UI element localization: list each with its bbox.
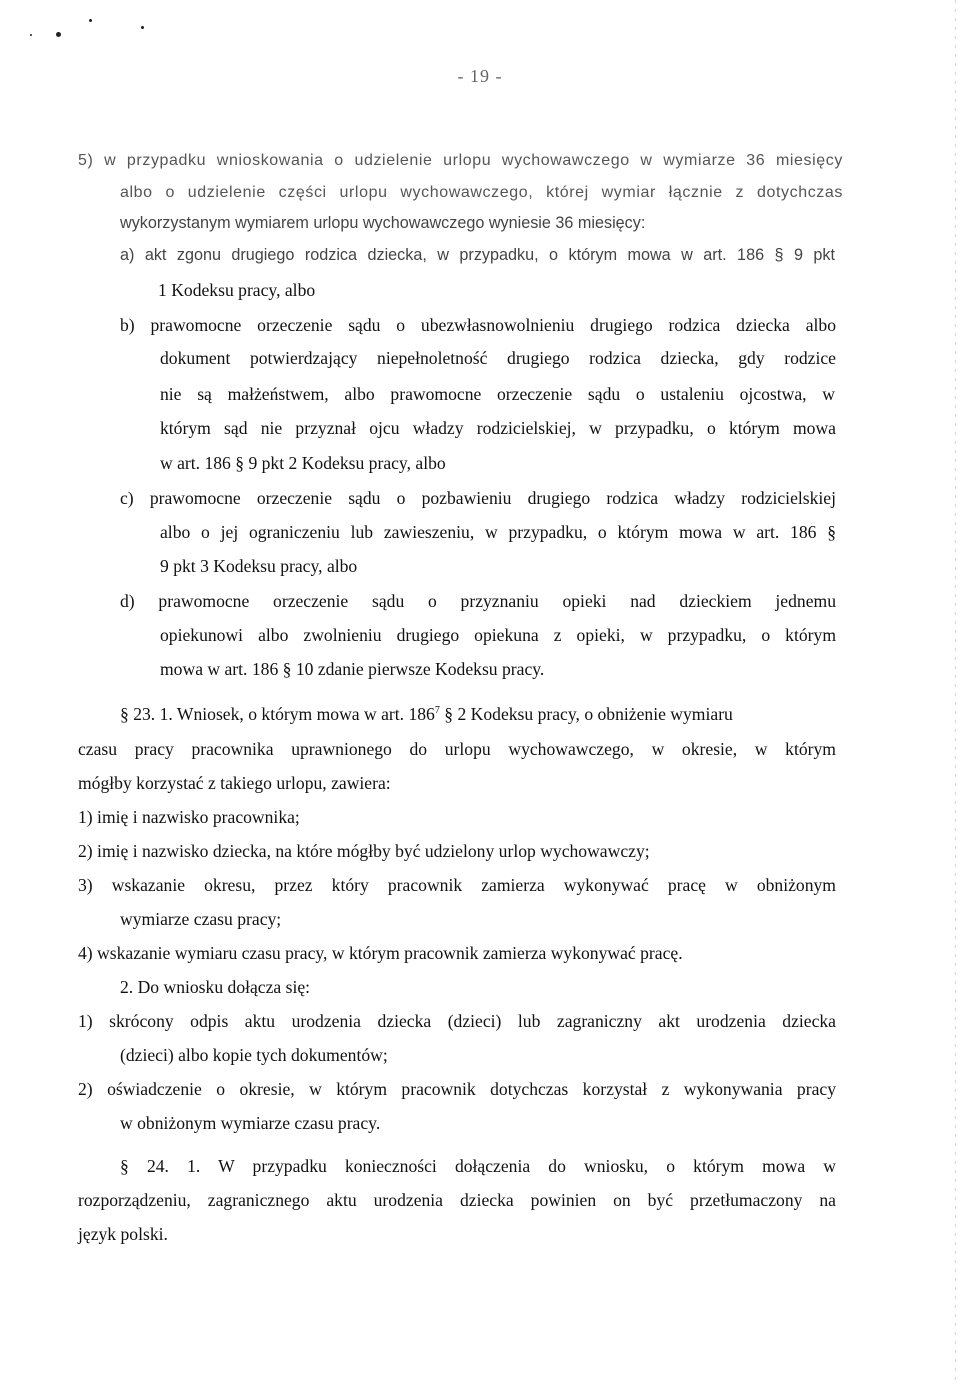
par23-line1-post: § 2 Kodeksu pracy, o obniżenie wymiaru <box>439 704 733 724</box>
par23-line3: mógłby korzystać z takiego urlopu, zawiera: <box>78 773 391 793</box>
par23-line1 <box>120 703 836 725</box>
scan-speck <box>56 32 61 37</box>
item5-c-line3: 9 pkt 3 Kodeksu pracy, albo <box>160 556 358 576</box>
item5-line2: albo o udzielenie części urlopu wychowawczego, której wymiar łącznie z dotychczas <box>120 184 843 201</box>
par24-line3: język polski. <box>78 1224 168 1244</box>
par24-line2: rozporządzeniu, zagranicznego aktu urodzenia dziecka powinien on być przetłumaczony na <box>78 1190 836 1210</box>
par23-attach1-line1: 1) skrócony odpis aktu urodzenia dziecka (dzieci) lub zagraniczny akt urodzenia dziecka <box>78 1011 836 1031</box>
item5-d-line2: opiekunowi albo zwolnieniu drugiego opiekuna z opieki, w przypadku, o którym <box>160 625 836 645</box>
item5-b-line4: którym sąd nie przyznał ojcu władzy rodzicielskiej, w przypadku, o którym mowa <box>160 418 836 438</box>
scan-speck <box>89 19 92 22</box>
par23-item3-line1: 3) wskazanie okresu, przez który pracownik zamierza wykonywać pracę w obniżonym <box>78 875 836 895</box>
article-superscript: 7 <box>434 705 440 717</box>
par23-attach2-line1: 2) oświadczenie o okresie, w którym pracownik dotychczas korzystał z wykonywania pracy <box>78 1079 836 1099</box>
par23-attach1-line2: (dzieci) albo kopie tych dokumentów; <box>120 1045 388 1065</box>
item5-b-line5: w art. 186 § 9 pkt 2 Kodeksu pracy, albo <box>160 453 446 473</box>
item5-d-line3: mowa w art. 186 § 10 zdanie pierwsze Kodeksu pracy. <box>160 659 545 679</box>
page-number: - 19 - <box>457 66 503 86</box>
par24-line1: § 24. 1. W przypadku konieczności dołączenia do wniosku, o którym mowa w <box>120 1156 836 1176</box>
par23-item2: 2) imię i nazwisko dziecka, na które mógłby być udzielony urlop wychowawczy; <box>78 841 650 861</box>
par23-item4: 4) wskazanie wymiaru czasu pracy, w którym pracownik zamierza wykonywać pracę. <box>78 943 683 963</box>
item5-d-line1: d) prawomocne orzeczenie sądu o przyznaniu opieki nad dzieckiem jednemu <box>120 591 836 611</box>
par23-line1-pre: § 23. 1. Wniosek, o którym mowa w art. 186 <box>120 704 435 724</box>
item5-c-line1: c) prawomocne orzeczenie sądu o pozbawieniu drugiego rodzica władzy rodzicielskiej <box>120 488 836 508</box>
item5-line1: 5) w przypadku wnioskowania o udzielenie urlopu wychowawczego w wymiarze 36 miesięcy <box>78 152 843 169</box>
item5-line3: wykorzystanym wymiarem urlopu wychowawczego wyniesie 36 miesięcy: <box>120 214 646 232</box>
par23-line2: czasu pracy pracownika uprawnionego do urlopu wychowawczego, w okresie, w którym <box>78 739 836 759</box>
scan-edge <box>955 0 956 1386</box>
item5-a-line1: a) akt zgonu drugiego rodzica dziecka, w przypadku, o którym mowa w art. 186 § 9 pkt <box>120 246 835 264</box>
par23-attach2-line2: w obniżonym wymiarze czasu pracy. <box>120 1113 381 1133</box>
par23-item3-line2: wymiarze czasu pracy; <box>120 909 282 929</box>
scan-speck <box>30 34 32 36</box>
item5-b-line2: dokument potwierdzający niepełnoletność drugiego rodzica dziecka, gdy rodzice <box>160 348 836 368</box>
scan-speck <box>141 26 144 29</box>
par23-section2: 2. Do wniosku dołącza się: <box>120 977 311 997</box>
item5-b-line1: b) prawomocne orzeczenie sądu o ubezwłasnowolnieniu drugiego rodzica dziecka albo <box>120 315 836 335</box>
item5-c-line2: albo o jej ograniczeniu lub zawieszeniu, w przypadku, o którym mowa w art. 186 § <box>160 522 836 542</box>
par23-item1: 1) imię i nazwisko pracownika; <box>78 807 300 827</box>
item5-b-line3: nie są małżeństwem, albo prawomocne orzeczenie sądu o ustaleniu ojcostwa, w <box>160 384 835 404</box>
item5-a-line2: 1 Kodeksu pracy, albo <box>158 280 316 300</box>
